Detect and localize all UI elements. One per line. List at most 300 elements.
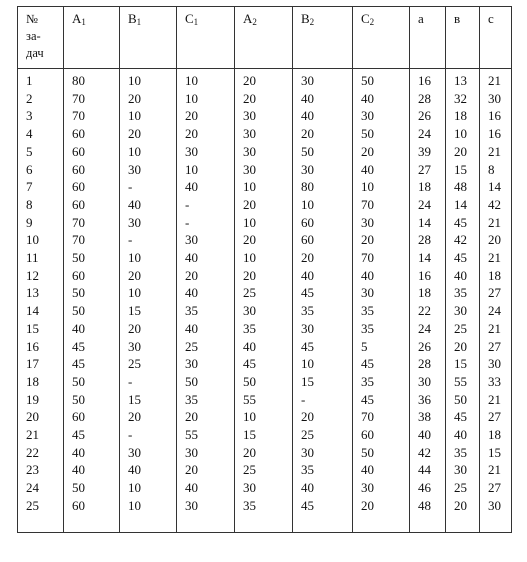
value-cell: 42 xyxy=(480,196,512,214)
value-cell: 70 xyxy=(64,107,120,125)
value-cell: 46 xyxy=(410,479,446,497)
value-cell: 30 xyxy=(235,107,293,125)
value-cell: 40 xyxy=(64,444,120,462)
problem-number-cell: 17 xyxy=(18,355,64,373)
header-a2-base: A xyxy=(243,11,253,26)
table-row xyxy=(18,355,512,373)
value-cell: 35 xyxy=(235,497,293,518)
table-row xyxy=(18,444,512,462)
value-cell: 20 xyxy=(446,497,480,518)
table-row xyxy=(18,161,512,179)
value-cell: 8 xyxy=(480,161,512,179)
problem-number-cell: 5 xyxy=(18,143,64,161)
table-footer-row xyxy=(18,518,512,533)
value-cell: 42 xyxy=(410,444,446,462)
value-cell: 10 xyxy=(120,284,177,302)
problem-number-cell: 11 xyxy=(18,249,64,267)
value-cell: 45 xyxy=(353,355,410,373)
table-body xyxy=(18,69,512,518)
value-cell: 35 xyxy=(353,302,410,320)
value-cell: 70 xyxy=(64,90,120,108)
value-cell: - xyxy=(120,178,177,196)
value-cell: 60 xyxy=(64,408,120,426)
header-c-base: c xyxy=(488,11,494,26)
value-cell: 24 xyxy=(410,196,446,214)
problem-number-cell: 7 xyxy=(18,178,64,196)
value-cell: 18 xyxy=(480,267,512,285)
table-row xyxy=(18,231,512,249)
value-cell: 50 xyxy=(64,479,120,497)
table-row xyxy=(18,90,512,108)
table-row xyxy=(18,284,512,302)
value-cell: 60 xyxy=(353,426,410,444)
value-cell: 60 xyxy=(293,231,353,249)
problem-number-cell: 15 xyxy=(18,320,64,338)
value-cell: 25 xyxy=(446,320,480,338)
value-cell: 30 xyxy=(235,125,293,143)
value-cell: 28 xyxy=(410,90,446,108)
value-cell: 20 xyxy=(235,231,293,249)
value-cell: 25 xyxy=(235,461,293,479)
header-c1-sub: 1 xyxy=(193,17,199,27)
table-row xyxy=(18,125,512,143)
header-c1-base: C xyxy=(185,11,194,26)
value-cell: 16 xyxy=(410,69,446,90)
value-cell: 25 xyxy=(293,426,353,444)
value-cell: 48 xyxy=(446,178,480,196)
value-cell: 50 xyxy=(235,373,293,391)
value-cell: 40 xyxy=(177,284,235,302)
value-cell: - xyxy=(120,373,177,391)
value-cell: 45 xyxy=(446,214,480,232)
value-cell: 80 xyxy=(293,178,353,196)
value-cell: 10 xyxy=(235,214,293,232)
value-cell: 48 xyxy=(410,497,446,518)
value-cell: 13 xyxy=(446,69,480,90)
value-cell: 70 xyxy=(353,249,410,267)
problem-number-cell: 10 xyxy=(18,231,64,249)
value-cell: 55 xyxy=(177,426,235,444)
problem-number-cell: 1 xyxy=(18,69,64,90)
footer-cell xyxy=(177,518,235,533)
value-cell: 20 xyxy=(235,90,293,108)
value-cell: 40 xyxy=(120,461,177,479)
value-cell: 25 xyxy=(177,338,235,356)
value-cell: 20 xyxy=(120,408,177,426)
header-c xyxy=(480,7,512,69)
value-cell: 15 xyxy=(120,391,177,409)
value-cell: 30 xyxy=(446,461,480,479)
value-cell: 30 xyxy=(120,214,177,232)
value-cell: 40 xyxy=(293,479,353,497)
value-cell: 60 xyxy=(64,143,120,161)
value-cell: 21 xyxy=(480,391,512,409)
value-cell: 40 xyxy=(353,267,410,285)
footer-cell xyxy=(120,518,177,533)
value-cell: 50 xyxy=(177,373,235,391)
value-cell: 70 xyxy=(64,231,120,249)
footer-cell xyxy=(18,518,64,533)
value-cell: 45 xyxy=(64,338,120,356)
value-cell: 40 xyxy=(293,267,353,285)
value-cell: 30 xyxy=(353,107,410,125)
value-cell: 30 xyxy=(353,214,410,232)
value-cell: 24 xyxy=(480,302,512,320)
value-cell: 50 xyxy=(353,69,410,90)
header-a1-sub: 1 xyxy=(81,17,86,27)
value-cell: 45 xyxy=(293,497,353,518)
value-cell: 10 xyxy=(293,355,353,373)
header-problem-number-line-1: № xyxy=(26,12,38,26)
value-cell: 30 xyxy=(235,143,293,161)
value-cell: 20 xyxy=(235,196,293,214)
header-problem-number xyxy=(18,7,64,69)
value-cell: 10 xyxy=(235,249,293,267)
header-b1-base: B xyxy=(128,11,137,26)
value-cell: 30 xyxy=(177,444,235,462)
value-cell: 40 xyxy=(410,426,446,444)
value-cell: 18 xyxy=(410,284,446,302)
value-cell: 40 xyxy=(177,249,235,267)
problem-number-cell: 16 xyxy=(18,338,64,356)
value-cell: 14 xyxy=(410,214,446,232)
table-row xyxy=(18,69,512,90)
value-cell: 30 xyxy=(293,161,353,179)
value-cell: 18 xyxy=(410,178,446,196)
value-cell: 32 xyxy=(446,90,480,108)
problem-number-cell: 3 xyxy=(18,107,64,125)
value-cell: 50 xyxy=(293,143,353,161)
value-cell: 30 xyxy=(410,373,446,391)
value-cell: 21 xyxy=(480,320,512,338)
value-cell: 20 xyxy=(353,497,410,518)
value-cell: 35 xyxy=(177,302,235,320)
header-c1 xyxy=(177,7,235,69)
value-cell: 27 xyxy=(480,338,512,356)
table-row xyxy=(18,196,512,214)
value-cell: 50 xyxy=(446,391,480,409)
value-cell: 40 xyxy=(177,320,235,338)
header-v xyxy=(446,7,480,69)
problem-number-cell: 21 xyxy=(18,426,64,444)
header-v-base: в xyxy=(454,11,461,26)
value-cell: 30 xyxy=(235,161,293,179)
problem-number-cell: 23 xyxy=(18,461,64,479)
value-cell: 50 xyxy=(64,249,120,267)
value-cell: 30 xyxy=(480,497,512,518)
value-cell: 10 xyxy=(120,479,177,497)
table-row xyxy=(18,178,512,196)
value-cell: 10 xyxy=(177,90,235,108)
value-cell: 20 xyxy=(293,408,353,426)
table-row xyxy=(18,497,512,518)
value-cell: 30 xyxy=(235,479,293,497)
value-cell: 40 xyxy=(64,461,120,479)
value-cell: 16 xyxy=(410,267,446,285)
value-cell: 45 xyxy=(293,338,353,356)
header-problem-number-line-2: за- xyxy=(26,29,41,43)
value-cell: 40 xyxy=(353,461,410,479)
table-row xyxy=(18,302,512,320)
value-cell: 40 xyxy=(64,320,120,338)
value-cell: 50 xyxy=(64,302,120,320)
value-cell: 60 xyxy=(293,214,353,232)
footer-cell xyxy=(480,518,512,533)
value-cell: 30 xyxy=(177,143,235,161)
problem-number-cell: 13 xyxy=(18,284,64,302)
value-cell: 24 xyxy=(410,320,446,338)
value-cell: 20 xyxy=(446,338,480,356)
value-cell: 45 xyxy=(64,426,120,444)
value-cell: 38 xyxy=(410,408,446,426)
value-cell: 60 xyxy=(64,267,120,285)
value-cell: 22 xyxy=(410,302,446,320)
problem-number-cell: 12 xyxy=(18,267,64,285)
value-cell: 45 xyxy=(235,355,293,373)
value-cell: - xyxy=(177,196,235,214)
value-cell: 15 xyxy=(446,161,480,179)
value-cell: 30 xyxy=(446,302,480,320)
value-cell: 20 xyxy=(235,267,293,285)
problem-number-cell: 2 xyxy=(18,90,64,108)
value-cell: 50 xyxy=(64,284,120,302)
value-cell: 10 xyxy=(120,143,177,161)
value-cell: 20 xyxy=(353,143,410,161)
value-cell: 35 xyxy=(293,302,353,320)
value-cell: 20 xyxy=(120,125,177,143)
value-cell: 16 xyxy=(480,125,512,143)
table-row xyxy=(18,479,512,497)
header-a2 xyxy=(235,7,293,69)
value-cell: 21 xyxy=(480,214,512,232)
problem-number-cell: 20 xyxy=(18,408,64,426)
value-cell: 30 xyxy=(235,302,293,320)
problem-number-cell: 6 xyxy=(18,161,64,179)
problem-number-cell: 9 xyxy=(18,214,64,232)
header-b1-sub: 1 xyxy=(136,17,142,27)
value-cell: 80 xyxy=(64,69,120,90)
table-row xyxy=(18,143,512,161)
value-cell: 14 xyxy=(410,249,446,267)
value-cell: 30 xyxy=(353,284,410,302)
value-cell: 30 xyxy=(480,355,512,373)
value-cell: 24 xyxy=(410,125,446,143)
value-cell: 40 xyxy=(353,161,410,179)
value-cell: - xyxy=(120,426,177,444)
table-row xyxy=(18,373,512,391)
value-cell: 40 xyxy=(120,196,177,214)
value-cell: 25 xyxy=(235,284,293,302)
header-b2 xyxy=(293,7,353,69)
value-cell: 20 xyxy=(293,125,353,143)
value-cell: 35 xyxy=(353,320,410,338)
value-cell: 35 xyxy=(446,284,480,302)
value-cell: 45 xyxy=(353,391,410,409)
value-cell: 15 xyxy=(120,302,177,320)
value-cell: 20 xyxy=(353,231,410,249)
table-row xyxy=(18,249,512,267)
value-cell: 25 xyxy=(120,355,177,373)
value-cell: - xyxy=(120,231,177,249)
value-cell: 10 xyxy=(353,178,410,196)
value-cell: 55 xyxy=(446,373,480,391)
value-cell: 10 xyxy=(177,69,235,90)
value-cell: 30 xyxy=(177,231,235,249)
problem-data-table xyxy=(17,6,512,533)
value-cell: 14 xyxy=(446,196,480,214)
value-cell: 28 xyxy=(410,355,446,373)
value-cell: 10 xyxy=(293,196,353,214)
value-cell: 30 xyxy=(293,444,353,462)
value-cell: 70 xyxy=(353,408,410,426)
value-cell: 20 xyxy=(177,125,235,143)
value-cell: - xyxy=(293,391,353,409)
value-cell: 15 xyxy=(480,444,512,462)
problem-number-cell: 22 xyxy=(18,444,64,462)
table-row xyxy=(18,267,512,285)
value-cell: 50 xyxy=(64,373,120,391)
value-cell: 44 xyxy=(410,461,446,479)
header-a xyxy=(410,7,446,69)
table-row xyxy=(18,107,512,125)
value-cell: 5 xyxy=(353,338,410,356)
value-cell: 40 xyxy=(177,479,235,497)
value-cell: 27 xyxy=(480,284,512,302)
value-cell: 45 xyxy=(446,249,480,267)
table-row xyxy=(18,391,512,409)
value-cell: 50 xyxy=(353,125,410,143)
value-cell: 60 xyxy=(64,178,120,196)
value-cell: 30 xyxy=(177,355,235,373)
value-cell: 40 xyxy=(446,267,480,285)
value-cell: 20 xyxy=(120,320,177,338)
table-row xyxy=(18,461,512,479)
value-cell: 27 xyxy=(480,479,512,497)
value-cell: 18 xyxy=(446,107,480,125)
value-cell: 10 xyxy=(120,69,177,90)
value-cell: 45 xyxy=(293,284,353,302)
value-cell: 20 xyxy=(480,231,512,249)
problem-number-cell: 25 xyxy=(18,497,64,518)
value-cell: 30 xyxy=(293,69,353,90)
header-a1 xyxy=(64,7,120,69)
value-cell: 15 xyxy=(235,426,293,444)
value-cell: 60 xyxy=(64,196,120,214)
value-cell: 35 xyxy=(293,461,353,479)
header-a-base: a xyxy=(418,11,424,26)
footer-cell xyxy=(293,518,353,533)
value-cell: 10 xyxy=(446,125,480,143)
value-cell: 20 xyxy=(177,107,235,125)
value-cell: 20 xyxy=(120,90,177,108)
value-cell: 20 xyxy=(177,408,235,426)
value-cell: 26 xyxy=(410,107,446,125)
header-b1 xyxy=(120,7,177,69)
value-cell: 27 xyxy=(480,408,512,426)
value-cell: 21 xyxy=(480,69,512,90)
table-row xyxy=(18,214,512,232)
value-cell: 21 xyxy=(480,461,512,479)
header-problem-number-line-3: дач xyxy=(26,46,44,60)
value-cell: 40 xyxy=(293,90,353,108)
table-row xyxy=(18,426,512,444)
value-cell: 42 xyxy=(446,231,480,249)
footer-cell xyxy=(446,518,480,533)
value-cell: 20 xyxy=(446,143,480,161)
value-cell: 30 xyxy=(177,497,235,518)
header-c2 xyxy=(353,7,410,69)
table-row xyxy=(18,320,512,338)
header-a2-sub: 2 xyxy=(252,17,257,27)
value-cell: 35 xyxy=(177,391,235,409)
header-b2-sub: 2 xyxy=(309,17,315,27)
value-cell: 36 xyxy=(410,391,446,409)
value-cell: 40 xyxy=(293,107,353,125)
table-row xyxy=(18,338,512,356)
problem-number-cell: 19 xyxy=(18,391,64,409)
header-b2-base: B xyxy=(301,11,310,26)
value-cell: 20 xyxy=(235,444,293,462)
value-cell: 70 xyxy=(64,214,120,232)
problem-number-cell: 8 xyxy=(18,196,64,214)
value-cell: 30 xyxy=(120,444,177,462)
table-row xyxy=(18,408,512,426)
value-cell: 21 xyxy=(480,249,512,267)
footer-cell xyxy=(235,518,293,533)
value-cell: 40 xyxy=(353,90,410,108)
value-cell: 10 xyxy=(120,107,177,125)
value-cell: 16 xyxy=(480,107,512,125)
value-cell: 55 xyxy=(235,391,293,409)
value-cell: 60 xyxy=(64,497,120,518)
value-cell: 20 xyxy=(120,267,177,285)
header-c2-sub: 2 xyxy=(369,17,375,27)
value-cell: 20 xyxy=(293,249,353,267)
value-cell: 39 xyxy=(410,143,446,161)
value-cell: 15 xyxy=(293,373,353,391)
value-cell: 40 xyxy=(235,338,293,356)
value-cell: 25 xyxy=(446,479,480,497)
value-cell: 21 xyxy=(480,143,512,161)
value-cell: 60 xyxy=(64,125,120,143)
value-cell: 40 xyxy=(446,426,480,444)
value-cell: 30 xyxy=(120,338,177,356)
value-cell: 30 xyxy=(120,161,177,179)
value-cell: 14 xyxy=(480,178,512,196)
value-cell: 35 xyxy=(446,444,480,462)
value-cell: 35 xyxy=(353,373,410,391)
problem-number-cell: 18 xyxy=(18,373,64,391)
value-cell: 35 xyxy=(235,320,293,338)
value-cell: 60 xyxy=(64,161,120,179)
value-cell: 15 xyxy=(446,355,480,373)
header-a1-base: A xyxy=(72,11,82,26)
problem-number-cell: 4 xyxy=(18,125,64,143)
footer-cell xyxy=(410,518,446,533)
value-cell: 28 xyxy=(410,231,446,249)
value-cell: 33 xyxy=(480,373,512,391)
value-cell: 20 xyxy=(235,69,293,90)
value-cell: 26 xyxy=(410,338,446,356)
value-cell: 50 xyxy=(64,391,120,409)
value-cell: 20 xyxy=(177,461,235,479)
header-c2-base: C xyxy=(361,11,370,26)
problem-number-cell: 24 xyxy=(18,479,64,497)
value-cell: 30 xyxy=(293,320,353,338)
value-cell: 10 xyxy=(120,497,177,518)
value-cell: 45 xyxy=(64,355,120,373)
footer-cell xyxy=(353,518,410,533)
